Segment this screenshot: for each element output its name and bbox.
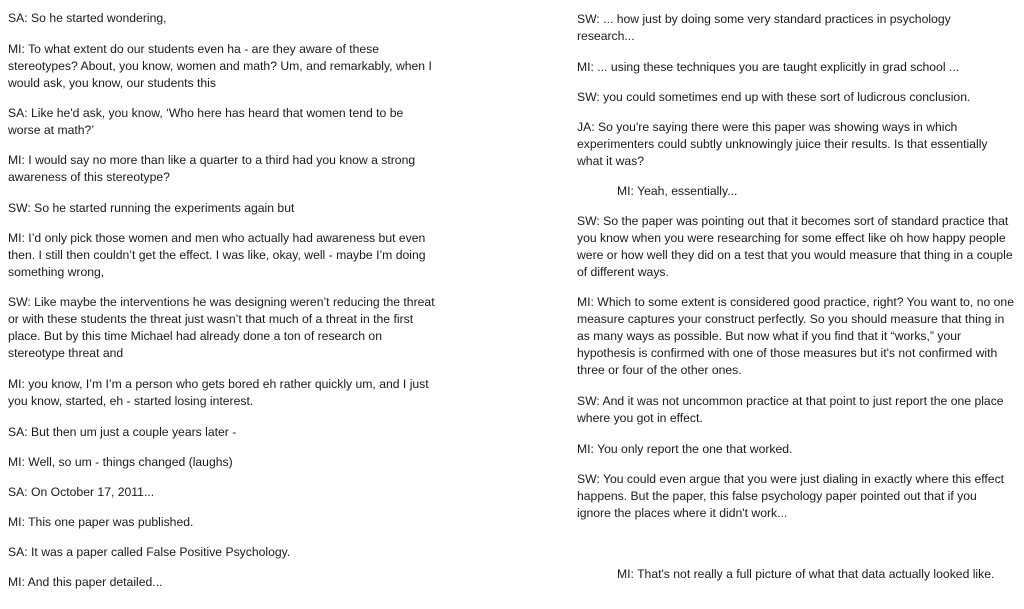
transcript-line: MI: That's not really a full picture of what that data actually looked like. [617,567,995,581]
transcript-line: MI: And this paper detailed... [8,575,163,589]
transcript-line: MI: you know, I’m I’m a person who gets bored eh rather quickly um, and I just you know, started, eh - started losing interest. [8,377,429,408]
transcript-line: SW: And it was not uncommon practice at that point to just report the one place where you got in effect. [577,394,1004,425]
transcript-line: SW: You could even argue that you were just dialing in exactly where this effect happens. But the paper, this false psychology paper pointed out that if you ignore the places where it didn't work... [577,472,1005,520]
transcript-line: MI: To what extent do our students even ha - are they aware of these stereotypes? About, you know, women and math? Um, and remarkably, when I would ask, you know, our students this [8,42,432,90]
transcript-line: SA: So he started wondering, [8,11,167,25]
transcript-line: JA: So you're saying there were this paper was showing ways in which experimenters could subtly unknowingly juice their results. Is that essentially what it was? [577,120,988,168]
transcript-line: SW: So he started running the experiments again but [8,201,295,215]
transcript-line: SW: So the paper was pointing out that it becomes sort of standard practice that you know when you were researching for some effect like oh how happy people were or how well they did on a test that you would measure that thing in a couple of different ways. [577,214,1013,279]
transcript-line: MI: This one paper was published. [8,515,194,529]
transcript-line: SA: But then um just a couple years later - [8,425,237,439]
transcript-line: SA: On October 17, 2011... [8,485,155,499]
transcript-line: MI: ... using these techniques you are taught explicitly in grad school ... [577,60,960,74]
transcript-line: SA: It was a paper called False Positive Psychology. [8,545,291,559]
transcript-line: SW: you could sometimes end up with these sort of ludicrous conclusion. [577,90,971,104]
transcript-line: MI: You only report the one that worked. [577,442,793,456]
transcript-line: MI: Which to some extent is considered good practice, right? You want to, no one measure captures your construct perfectly. So you should measure that thing in as many ways as possible. But now what if you find that it “works,” your hypothesis is confirmed with one of those measures but it's not confirmed with three or four of the other ones. [577,295,1014,377]
transcript-line: MI: I’d only pick those women and men who actually had awareness but even then. I still then couldn’t get the effect. I was like, okay, well - maybe I’m doing something wrong, [8,231,426,279]
transcript-line: MI: Yeah, essentially... [617,184,738,198]
transcript-line: MI: Well, so um - things changed (laughs) [8,455,233,469]
transcript-line: SW: ... how just by doing some very standard practices in psychology research... [577,12,951,43]
transcript-line: SA: Like he'd ask, you know, ‘Who here has heard that women tend to be worse at math?’ [8,106,404,137]
transcript-line: SW: Like maybe the interventions he was designing weren’t reducing the threat or with these students the threat just wasn’t that much of a threat in the first place. But by this time Michael had already done a ton of research on stereotype threat and [8,295,435,360]
transcript-line: MI: I would say no more than like a quarter to a third had you know a strong awareness of this stereotype? [8,153,416,184]
